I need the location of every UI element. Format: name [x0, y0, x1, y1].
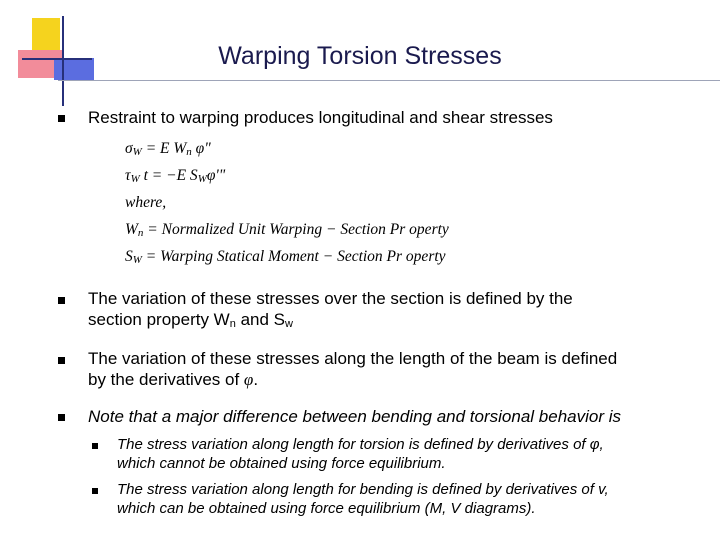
- equation-wn: $W_n$ = Normalized Unit Warping − Section Pr operty: [125, 221, 449, 239]
- bullet-text: The variation of these stresses over the section is defined by the section property $W_n$ and $S_w$: [88, 289, 573, 330]
- bullet-marker: [58, 115, 65, 122]
- sub-bullet-text: The stress variation along length for torsion is defined by derivatives of φ, which cannot be obtained using force equilibrium.: [117, 436, 604, 472]
- bullet-text: Note that a major difference between bending and torsional behavior is: [88, 407, 622, 426]
- bullet-marker: [58, 414, 65, 421]
- bullet-text: Restraint to warping produces longitudinal and shear stresses: [88, 108, 553, 127]
- title-divider: [58, 80, 720, 81]
- page-title: Warping Torsion Stresses: [218, 42, 502, 70]
- sub-bullet-text: The stress variation along length for bending is defined by derivatives of v, which can be obtained using force equilibrium (M, V diagrams).: [117, 481, 609, 517]
- equation-sw: $S_W$ = Warping Statical Moment − Section Pr operty: [125, 248, 446, 266]
- bullet-marker: [58, 357, 65, 364]
- equation-where: where,: [125, 194, 167, 211]
- sub-bullet-marker: [92, 488, 98, 494]
- sub-bullet-marker: [92, 443, 98, 449]
- equation-tau: $\tau_W$ t = −E $S_W\varphi'$": [125, 167, 226, 185]
- bullet-text: The variation of these stresses along the length of the beam is defined by the derivatives of φ.: [88, 349, 618, 389]
- bullet-marker: [58, 297, 65, 304]
- equation-sigma: $\sigma_W = E$ $W_n$ φ": [125, 140, 211, 158]
